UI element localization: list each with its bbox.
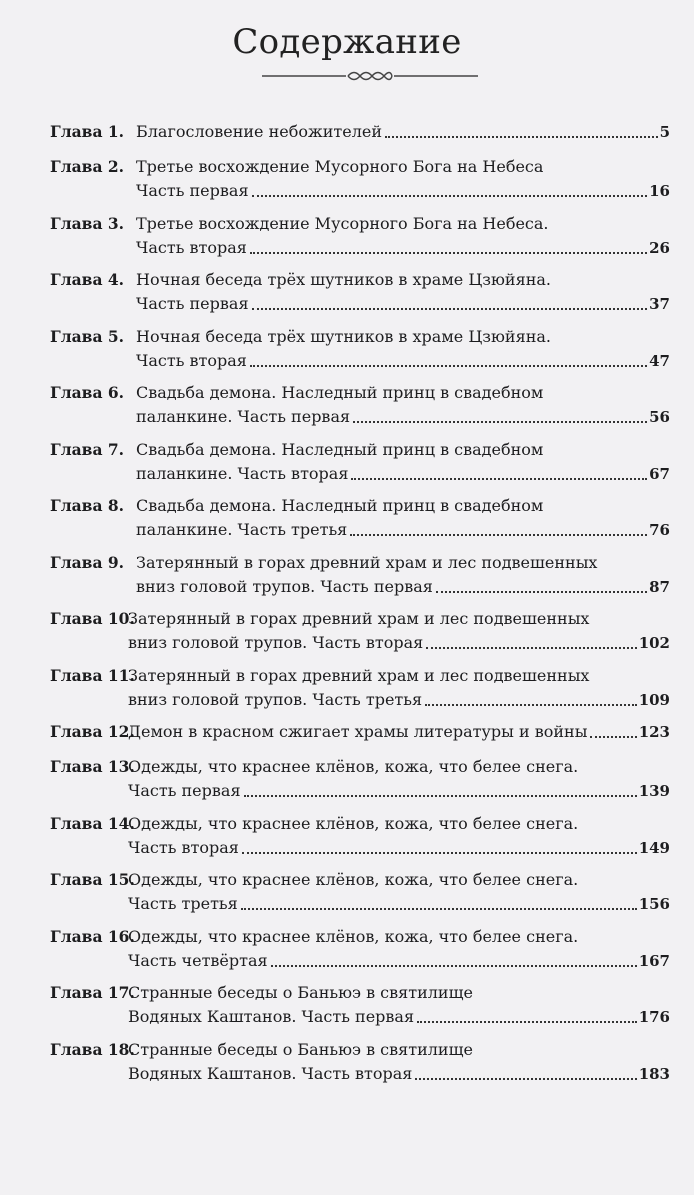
chapter-title-text: вниз головой трупов. Часть первая xyxy=(136,576,433,596)
chapter-label: Глава 16. xyxy=(50,926,135,946)
chapter-title-line1: Одежды, что краснее клёнов, кожа, что белее снега. xyxy=(128,870,579,889)
dot-leader xyxy=(350,533,647,536)
dot-leader xyxy=(271,964,637,967)
dot-leader xyxy=(242,851,637,854)
chapter-title-line1: Затерянный в горах древний храм и лес подвешенных xyxy=(128,665,590,685)
chapter-title-line xyxy=(128,949,670,973)
chapter-label: Глава 8. xyxy=(50,496,125,515)
page-number: 176 xyxy=(638,1008,670,1026)
dot-leader xyxy=(436,590,647,593)
page-number: 76 xyxy=(649,521,670,539)
dot-leader xyxy=(425,703,637,706)
chapter-label: Глава 17. xyxy=(50,983,135,1002)
chapter-title-text: Часть вторая xyxy=(136,237,247,257)
page-number: 102 xyxy=(638,634,670,652)
chapter-title-line xyxy=(136,236,670,260)
dot-leader xyxy=(415,1077,636,1080)
chapter-label: Глава 5. xyxy=(50,326,125,346)
dot-leader xyxy=(385,135,658,138)
chapter-title-line1: Свадьба демона. Наследный принц в свадебном xyxy=(136,383,544,402)
chapter-title-line1: Одежды, что краснее клёнов, кожа, что белее снега. xyxy=(128,926,579,946)
chapter-title-text: Часть четвёртая xyxy=(128,950,268,970)
chapter-label: Глава 13. xyxy=(50,757,135,776)
chapter-title-line xyxy=(128,836,670,860)
chapter-title-text: паланкине. Часть вторая xyxy=(136,463,349,483)
page-number: 67 xyxy=(649,464,670,483)
page-number: 56 xyxy=(649,408,670,426)
chapter-title-line1: Странные беседы о Баньюэ в святилище xyxy=(128,983,473,1002)
chapter-title-line xyxy=(136,292,670,316)
chapter-label: Глава 9. xyxy=(50,552,125,572)
chapter-label: Глава 7. xyxy=(50,439,125,459)
chapter-title-line xyxy=(136,120,670,144)
chapter-label: Глава 14. xyxy=(50,813,135,833)
chapter-title-text: паланкине. Часть третья xyxy=(136,520,348,539)
chapter-title-line xyxy=(128,631,670,655)
chapter-title-line1: Свадьба демона. Наследный принц в свадебном xyxy=(136,439,544,459)
dot-leader xyxy=(351,477,647,480)
page-number: 109 xyxy=(638,690,670,709)
chapter-label: Глава 10. xyxy=(50,609,135,628)
dot-leader xyxy=(252,307,648,310)
chapter-title-line1: Одежды, что краснее клёнов, кожа, что белее снега. xyxy=(128,813,579,833)
chapter-title-text: Водяных Каштанов. Часть первая xyxy=(128,1007,415,1026)
chapter-title-text: Часть вторая xyxy=(136,350,247,370)
chapter-title-text: Часть вторая xyxy=(128,837,239,857)
chapter-title-line xyxy=(136,518,670,542)
page-number: 26 xyxy=(649,238,670,257)
dot-leader xyxy=(250,364,647,367)
chapter-title-line xyxy=(128,779,670,803)
chapter-title-line xyxy=(128,1005,670,1029)
chapter-title-line1: Странные беседы о Баньюэ в святилище xyxy=(128,1039,473,1059)
chapter-title-text: Демон в красном сжигает храмы литературы и войны xyxy=(128,722,588,741)
chapter-title-line1: Третье восхождение Мусорного Бога на Небеса xyxy=(136,157,544,176)
chapter-title-text: Часть третья xyxy=(128,894,238,913)
dot-leader xyxy=(244,794,637,797)
chapter-label: Глава 15. xyxy=(50,870,135,889)
chapter-title-line xyxy=(128,688,670,712)
chapter-title-line1: Свадьба демона. Наследный принц в свадебном xyxy=(136,496,544,515)
title-ornament xyxy=(260,68,480,84)
dot-leader xyxy=(353,420,647,423)
chapter-title-line1: Ночная беседа трёх шутников в храме Цзюйяна. xyxy=(136,326,551,346)
chapter-label: Глава 6. xyxy=(50,383,125,402)
chapter-label: Глава 4. xyxy=(50,270,125,289)
page-number: 149 xyxy=(638,838,670,857)
chapter-title-text: вниз головой трупов. Часть третья xyxy=(128,689,423,709)
chapter-title-line xyxy=(136,462,670,486)
chapter-label: Глава 12. xyxy=(50,722,135,741)
chapter-title-line1: Ночная беседа трёх шутников в храме Цзюйяна. xyxy=(136,270,551,289)
page-number: 156 xyxy=(638,895,670,913)
dot-leader xyxy=(250,251,647,254)
chapter-title-text: Благословение небожителей xyxy=(136,122,382,141)
dot-leader xyxy=(426,646,636,649)
chapter-label: Глава 1. xyxy=(50,122,125,141)
chapter-label: Глава 2. xyxy=(50,157,125,176)
page-number: 37 xyxy=(649,295,670,313)
dot-leader xyxy=(241,907,637,910)
page-number: 5 xyxy=(659,123,670,141)
chapter-title-line xyxy=(128,892,670,916)
chapter-title-line xyxy=(136,575,670,599)
page-number: 47 xyxy=(649,351,670,370)
chapter-title-text: Водяных Каштанов. Часть вторая xyxy=(128,1063,413,1083)
page-number: 16 xyxy=(649,182,670,200)
chapter-label: Глава 3. xyxy=(50,213,125,233)
chapter-title-text: паланкине. Часть первая xyxy=(136,407,351,426)
page-number: 183 xyxy=(638,1064,670,1083)
chapter-title-line1: Затерянный в горах древний храм и лес подвешенных xyxy=(128,609,590,628)
dot-leader xyxy=(417,1020,637,1023)
chapter-title-line1: Одежды, что краснее клёнов, кожа, что белее снега. xyxy=(128,757,579,776)
chapter-title-line1: Третье восхождение Мусорного Бога на Небеса. xyxy=(136,213,549,233)
chapter-title-text: вниз головой трупов. Часть вторая xyxy=(128,633,424,652)
dot-leader xyxy=(590,735,636,738)
page-number: 123 xyxy=(638,723,670,741)
chapter-title-text: Часть первая xyxy=(136,181,249,200)
chapter-title-line xyxy=(128,1062,670,1086)
chapter-title-line1: Затерянный в горах древний храм и лес подвешенных xyxy=(136,552,598,572)
chapter-title-line xyxy=(136,405,670,429)
chapter-title-text: Часть первая xyxy=(128,781,241,800)
page-title: Содержание xyxy=(232,22,462,62)
page-number: 139 xyxy=(638,782,670,800)
chapter-title-line xyxy=(136,179,670,203)
dot-leader xyxy=(252,194,648,197)
chapter-title-line xyxy=(136,349,670,373)
page-number: 167 xyxy=(638,951,670,970)
page-number: 87 xyxy=(649,577,670,596)
chapter-label: Глава 11. xyxy=(50,665,135,685)
chapter-label: Глава 18. xyxy=(50,1039,135,1059)
chapter-title-text: Часть первая xyxy=(136,294,249,313)
chapter-title-line xyxy=(128,720,670,744)
